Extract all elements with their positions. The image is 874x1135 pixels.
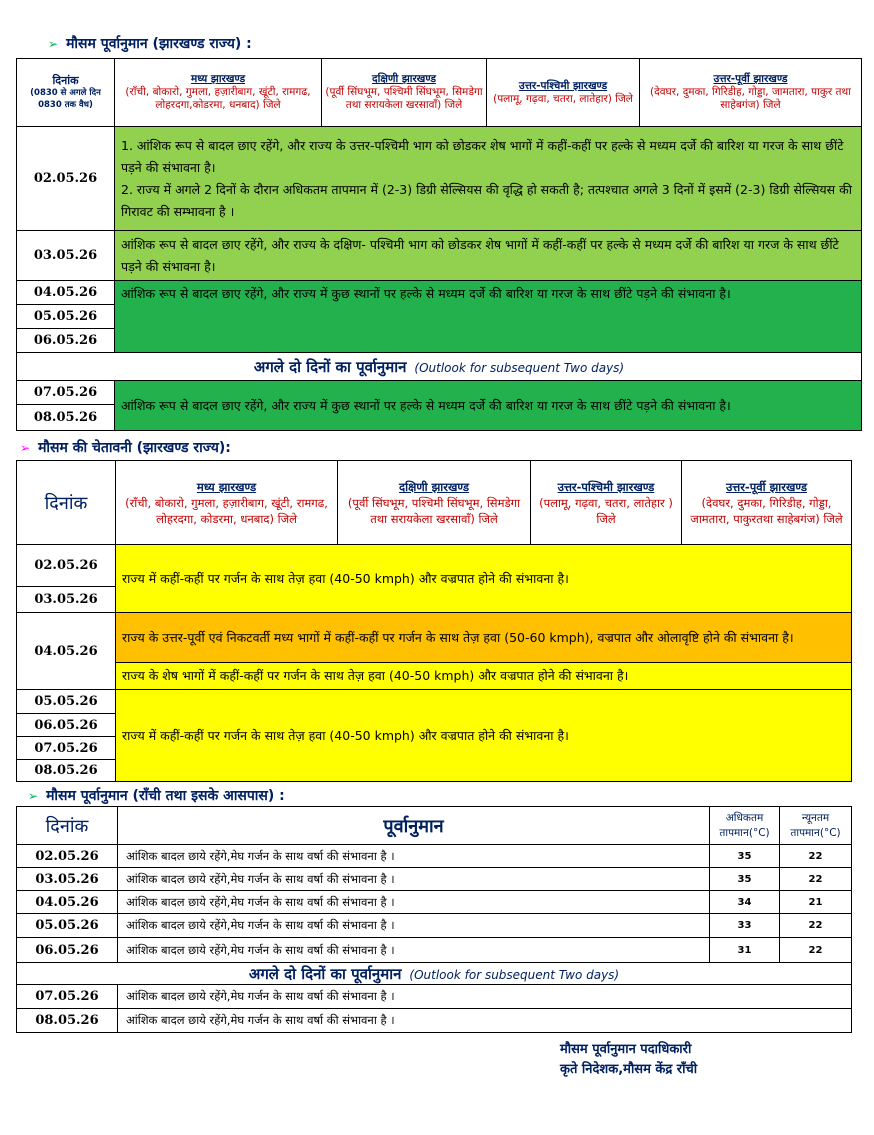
date-header-cell: दिनांक [17, 461, 116, 545]
region-districts: (पूर्वी सिंघभूम, पश्चिमी सिंघभूम, सिमडेगा तथा सरायकेला खरसावाँ) जिले [325, 86, 483, 111]
forecast-cell [115, 127, 862, 231]
forecast-text: आंशिक बादल छाये रहेंगे,मेघ गर्जन के साथ वर्षा की संभावना है । [118, 985, 852, 1009]
region-name: उत्तर-पूर्वी झारखण्ड [725, 479, 808, 494]
region-districts: (राँची, बोकारो, गुमला, हज़ारीबाग, खूंटी, रामगढ, लोहरदगा, कोडरमा, धनबाद) जिले [125, 495, 328, 526]
region-header-northeast [682, 461, 852, 545]
date-cell: 05.05.26 [17, 690, 116, 714]
region-header-central [115, 59, 322, 127]
date-cell: 05.05.26 [17, 305, 115, 329]
forecast-text: 2. राज्य में अगले 2 दिनों के दौरान अधिकतम तापमान में (2-3) डिग्री सेल्सियस की वृद्धि हो सकती है; तत्पश्चात अगले 3 दिनों में इसमें (2-3) डिग्री सेल्सियस की गिरावट की सम्भावना है । [121, 181, 852, 219]
region-name: दक्षिणी झारखण्ड [398, 479, 470, 494]
date-cell: 03.05.26 [17, 868, 118, 891]
region-districts: (देवघर, दुमका, गिरिडीह, गोड्डा, जामतारा, पाकुर तथा साहेबगंज) जिले [650, 86, 851, 111]
region-header-central [116, 461, 338, 545]
forecast-text: आंशिक बादल छाये रहेंगे,मेघ गर्जन के साथ वर्षा की संभावना है । [118, 845, 710, 868]
outlook-hi: अगले दो दिनों का पूर्वानुमान [253, 357, 407, 376]
section3-heading [28, 786, 285, 805]
date-cell: 04.05.26 [17, 613, 116, 690]
outlook-hi: अगले दो दिनों का पूर्वानुमान [248, 964, 402, 983]
region-header-south [338, 461, 531, 545]
warning-cell: राज्य में कहीं-कहीं पर गर्जन के साथ तेज़ हवा (40-50 kmph) और वज्रपात होने की संभावना है। [116, 545, 852, 613]
min-temp: 22 [780, 914, 852, 938]
region-districts: (देवघर, दुमका, गिरिडीह, गोड्डा, जामतारा, पाकुरतथा साहेबगंज) जिले [690, 495, 843, 526]
min-temp: 22 [780, 938, 852, 963]
region-name: उत्तर-पूर्वी झारखण्ड [713, 73, 788, 85]
forecast-cell: आंशिक रूप से बादल छाए रहेंगे, और राज्य में कुछ स्थानों पर हल्के से मध्यम दर्जे की बारिश या गरज के साथ छींटे पड़ने की संभावना है। [115, 381, 862, 431]
forecast-cell: आंशिक रूप से बादल छाए रहेंगे, और राज्य के दक्षिण- पश्चिमी भाग को छोडकर शेष भागों में कहीं-कहीं पर हल्के से मध्यम दर्जे की बारिश या गरज के साथ छींटे पड़ने की संभावना है। [115, 231, 862, 281]
outlook-en: (Outlook for subsequent Two days) [414, 360, 625, 375]
outlook-en: (Outlook for subsequent Two days) [409, 967, 620, 982]
region-districts: (पलामू, गढ़वा, चतरा, लातेहार) जिले [493, 92, 633, 105]
section3-title: मौसम पूर्वानुमान (राँची तथा इसके आसपास) : [46, 788, 285, 804]
max-temp: 35 [710, 845, 780, 868]
arrow-bullet-icon: ➢ [20, 441, 31, 455]
forecast-header-cell: पूर्वानुमान [118, 807, 710, 845]
forecast-text: आंशिक बादल छाये रहेंगे,मेघ गर्जन के साथ वर्षा की संभावना है । [118, 1009, 852, 1033]
date-cell: 08.05.26 [17, 760, 116, 782]
region-header-south [322, 59, 487, 127]
date-cell: 05.05.26 [17, 914, 118, 938]
forecast-text: 1. आंशिक रूप से बादल छाए रहेंगे, और राज्य के उत्तर-पश्चिमी भाग को छोडकर शेष भागों में कहीं-कहीं पर हल्के से मध्यम दर्जे की बारिश या गरज के साथ छींटे पड़ने की संभावना है। [121, 137, 844, 175]
weather-warning-table [16, 460, 852, 782]
arrow-bullet-icon: ➢ [48, 37, 59, 51]
date-cell: 04.05.26 [17, 281, 115, 305]
region-name: मध्य झारखण्ड [190, 73, 246, 85]
forecast-text: आंशिक बादल छाये रहेंगे,मेघ गर्जन के साथ वर्षा की संभावना है । [118, 914, 710, 938]
region-districts: (पूर्वी सिंघभूम, पश्चिमी सिंघभूम, सिमडेगा तथा सरायकेला खरसावाँ) जिले [347, 495, 521, 526]
date-cell: 07.05.26 [17, 737, 116, 760]
date-header-cell [17, 59, 115, 127]
min-temp-header: न्यूनतम तापमान(°C) [780, 807, 852, 845]
date-cell: 07.05.26 [17, 985, 118, 1009]
state-forecast-table [16, 58, 862, 431]
section1-title: मौसम पूर्वानुमान (झारखण्ड राज्य) : [66, 36, 252, 52]
max-temp: 35 [710, 868, 780, 891]
min-temp: 22 [780, 845, 852, 868]
region-name: उत्तर-पश्चिमी झारखण्ड [557, 479, 655, 494]
date-cell: 02.05.26 [17, 545, 116, 587]
max-temp: 31 [710, 938, 780, 963]
outlook-row [17, 353, 862, 381]
warning-cell: राज्य में कहीं-कहीं पर गर्जन के साथ तेज़ हवा (40-50 kmph) और वज्रपात होने की संभावना है। [116, 690, 852, 782]
max-temp: 34 [710, 891, 780, 914]
warning-cell-orange: राज्य के उत्तर-पूर्वी एवं निकटवर्ती मध्य भागों में कहीं-कहीं पर गर्जन के साथ तेज़ हवा (50-60 kmph), वज्रपात और ओलावृष्टि होने की संभावना है। [116, 613, 852, 663]
forecast-text: आंशिक बादल छाये रहेंगे,मेघ गर्जन के साथ वर्षा की संभावना है । [118, 868, 710, 891]
max-temp: 33 [710, 914, 780, 938]
region-districts: (पलामू, गढ़वा, चतरा, लातेहार ) जिले [539, 495, 673, 526]
date-cell: 06.05.26 [17, 938, 118, 963]
region-name: दक्षिणी झारखण्ड [372, 73, 436, 85]
date-cell: 04.05.26 [17, 891, 118, 914]
date-cell: 06.05.26 [17, 329, 115, 353]
section2-heading [20, 438, 231, 457]
outlook-row [17, 963, 852, 985]
region-header-northwest [487, 59, 640, 127]
date-cell: 03.05.26 [17, 587, 116, 613]
ranchi-forecast-table [16, 806, 852, 1033]
date-cell: 08.05.26 [17, 1009, 118, 1033]
date-cell: 06.05.26 [17, 714, 116, 737]
date-header-note: (0830 से अगले दिन 0830 तक वैध) [30, 88, 101, 110]
region-districts: (राँची, बोकारो, गुमला, हज़ारीबाग, खूंटी, रामगढ, लोहरदगा,कोडरमा, धनबाद) जिले [125, 86, 311, 111]
forecast-text: आंशिक बादल छाये रहेंगे,मेघ गर्जन के साथ वर्षा की संभावना है । [118, 938, 710, 963]
signature-block [560, 1040, 697, 1080]
region-header-northwest [531, 461, 682, 545]
region-header-northeast [640, 59, 862, 127]
date-cell: 08.05.26 [17, 405, 115, 431]
arrow-bullet-icon: ➢ [28, 789, 39, 803]
region-name: उत्तर-पश्चिमी झारखण्ड [518, 79, 608, 92]
forecast-text: आंशिक बादल छाये रहेंगे,मेघ गर्जन के साथ वर्षा की संभावना है । [118, 891, 710, 914]
signature-office: कृते निदेशक,मौसम केंद्र राँची [560, 1062, 698, 1077]
date-cell: 07.05.26 [17, 381, 115, 405]
date-header-label: दिनांक [52, 74, 79, 87]
section2-title: मौसम की चेतावनी (झारखण्ड राज्य): [38, 440, 231, 456]
min-temp: 21 [780, 891, 852, 914]
forecast-cell: आंशिक रूप से बादल छाए रहेंगे, और राज्य में कुछ स्थानों पर हल्के से मध्यम दर्जे की बारिश या गरज के साथ छींटे पड़ने की संभावना है। [115, 281, 862, 353]
signature-title: मौसम पूर्वानुमान पदाधिकारी [560, 1042, 692, 1057]
date-cell: 02.05.26 [17, 845, 118, 868]
warning-cell: राज्य के शेष भागों में कहीं-कहीं पर गर्जन के साथ तेज़ हवा (40-50 kmph) और वज्रपात होने की संभावना है। [116, 663, 852, 690]
max-temp-header: अधिकतम तापमान(°C) [710, 807, 780, 845]
date-header-cell: दिनांक [17, 807, 118, 845]
section1-heading [48, 34, 252, 53]
min-temp: 22 [780, 868, 852, 891]
date-cell: 02.05.26 [17, 127, 115, 231]
date-cell: 03.05.26 [17, 231, 115, 281]
region-name: मध्य झारखण्ड [196, 479, 257, 494]
